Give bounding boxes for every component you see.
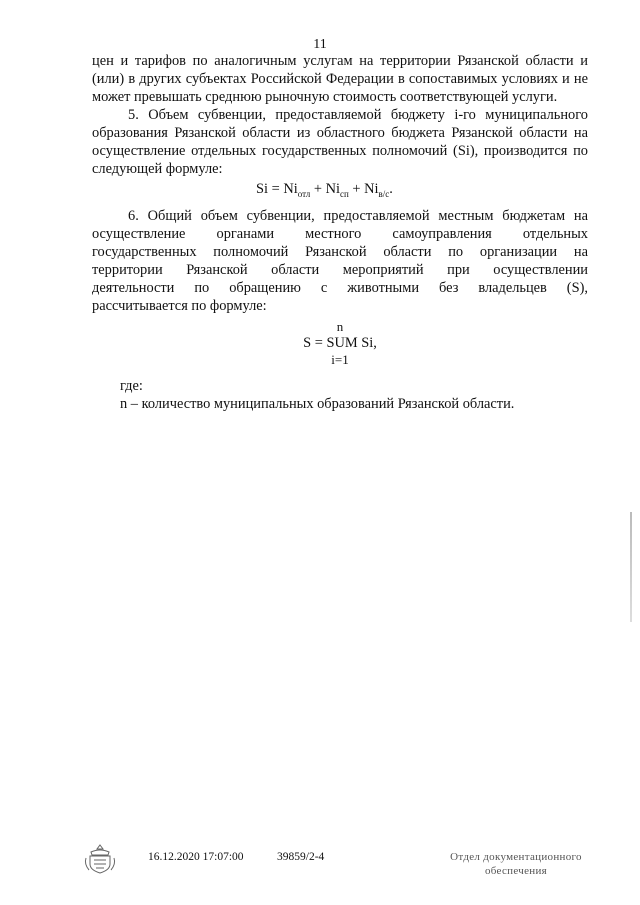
paragraph-6-line-1: 6. Общий объем субвенции, предоставляемой местным бюджетам на: [128, 207, 588, 224]
n-definition: n – количество муниципальных образований Рязанской области.: [120, 395, 515, 412]
coat-of-arms-icon: [82, 842, 118, 876]
formula-si-term3: + Ni: [348, 181, 379, 197]
page-number: 11: [313, 37, 327, 52]
paragraph-6-line-2: осуществление органами местного самоуправления отдельных: [92, 225, 588, 242]
formula-sub-sp: сп: [340, 188, 349, 199]
paragraph-6-line-6: рассчитывается по формуле:: [92, 297, 267, 314]
paragraph-continuation: цен и тарифов по аналогичным услугам на территории Рязанской области и (или) в других субъектах Российской Федерации в сопоставимых условиях и не может превышать среднюю рыночную стоимость соответствующей услуги.: [92, 53, 588, 105]
sum-lower-limit: i=1: [331, 351, 349, 367]
where-label: где:: [120, 377, 143, 394]
paragraph-5: 5. Объем субвенции, предоставляемой бюджету i-го муниципального образования Рязанской области из областного бюджета Рязанской области на осуществление отдельных государственных полномочий (Si), производится по следующей формуле:: [92, 107, 588, 177]
formula-sub-vs: в/с: [378, 188, 390, 199]
footer-department-line-1: Отдел документационного: [450, 851, 582, 863]
formula-si-term2: + Ni: [310, 181, 341, 197]
sum-expression: S = SUM Si,: [303, 334, 377, 351]
paragraph-6-line-5: деятельности по обращению с животными без владельцев (S),: [92, 279, 588, 296]
footer-registration-number: 39859/2-4: [277, 851, 325, 863]
formula-si-end: .: [389, 181, 393, 197]
formula-sub-otl: отл: [297, 188, 311, 199]
formula-si-lhs: Si = Ni: [256, 181, 298, 197]
formula-sum: [92, 319, 588, 367]
footer-department: [432, 850, 600, 878]
document-body: [92, 52, 588, 413]
footer-department-line-2: обеспечения: [484, 865, 548, 877]
formula-si: [92, 180, 588, 203]
paragraph-6-line-3: государственных полномочий Рязанской области по организации на: [92, 243, 588, 260]
scan-edge-mark: [630, 512, 632, 622]
sum-upper-limit: n: [336, 318, 344, 334]
footer-date: 16.12.2020 17:07:00: [148, 851, 244, 863]
paragraph-6-line-4: территории Рязанской области мероприятий при осуществлении: [92, 261, 588, 278]
